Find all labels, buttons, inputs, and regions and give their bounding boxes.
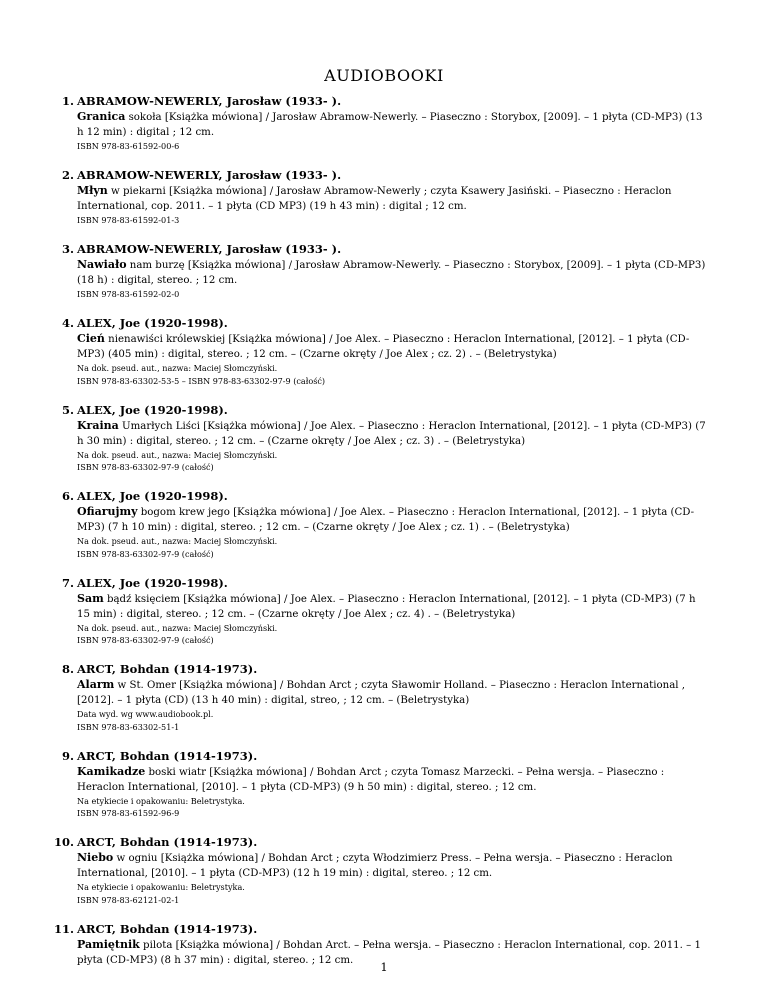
entry-note: ISBN 978-83-63302-97-9 (całość): [77, 635, 214, 645]
entry-number: 3.: [61, 242, 74, 256]
entry-title-rest: nienawiści królewskiej [Książka mówiona] / Joe Alex. – Piaseczno : Heraclon International, [2012]. – 1 płyta (CD-MP3) (405 min) : digital, stereo. ; 12 cm. – (Czarne okręty / Joe Alex ; cz. 2) . – (Beletrystyka): [77, 334, 690, 360]
bibliography-entry: [48, 749, 708, 820]
entry-title-first-word: Niebo: [77, 851, 114, 864]
entry-title-first-word: Kamikadze: [77, 764, 146, 778]
entry-title-rest: pilota [Książka mówiona] / Bohdan Arct. – Pełna wersja. – Piaseczno : Heraclon International, cop. 2011. – 1 płyta (CD-MP3) (8 h 37 min) : digital, stereo. ; 12 cm.: [77, 939, 701, 966]
entry-title-first-word: Młyn: [77, 184, 108, 197]
entry-title-rest: sokoła [Książka mówiona] / Jarosław Abramow-Newerly. – Piaseczno : Storybox, [2009]. – 1 płyta (CD-MP3) (13 h 12 min) : digital ; 12 cm.: [77, 112, 703, 138]
entry-note: ISBN 978-83-61592-01-3: [77, 215, 180, 225]
entry-number: 2.: [61, 168, 74, 182]
entry-description: [77, 257, 708, 288]
entry-author: ABRAMOW-NEWERLY, Jarosław (1933- ).: [77, 242, 342, 256]
entry-title-rest: boski wiatr [Książka mówiona] / Bohdan Arct ; czyta Tomasz Marzecki. – Pełna wersja. – Piaseczno : Heraclon International, [2010]. – 1 płyta (CD-MP3) (9 h 50 min) : digital, stereo. ; 12 cm.: [77, 766, 665, 793]
entry-description: [77, 109, 708, 140]
entry-note: Na dok. pseud. aut., nazwa: Maciej Słomczyński.: [77, 622, 278, 633]
entry-note: ISBN 978-83-61592-00-6: [77, 141, 180, 151]
bibliography-entry: [48, 403, 708, 474]
bibliography-entry: [48, 662, 708, 733]
entry-title-rest: bądź księciem [Książka mówiona] / Joe Alex. – Piaseczno : Heraclon International, [2012]. – 1 płyta (CD-MP3) (7 h 15 min) : digital, stereo. ; 12 cm. – (Czarne okręty / Joe Alex ; cz. 4) . – (Beletrystyka): [77, 593, 696, 620]
entry-title-first-word: Alarm: [77, 678, 115, 691]
entry-note: Na etykiecie i opakowaniu: Beletrystyka.: [77, 882, 245, 892]
entry-note: ISBN 978-83-61592-96-9: [77, 808, 180, 818]
entry-title-first-word: Cień: [77, 332, 105, 345]
entry-description: [77, 764, 708, 795]
entry-title-rest: nam burzę [Książka mówiona] / Jarosław Abramow-Newerly. – Piaseczno : Storybox, [2009]. – 1 płyta (CD-MP3) (18 h) : digital, stereo. ; 12 cm.: [77, 260, 706, 286]
entry-title-rest: Umarłych Liści [Książka mówiona] / Joe Alex. – Piaseczno : Heraclon International, [2012]. – 1 płyta (CD-MP3) (7 h 30 min) : digital, stereo. ; 12 cm. – (Czarne okręty / Joe Alex ; cz. 3) . – (Beletrystyka): [77, 420, 706, 447]
entry-note: ISBN 978-83-63302-53-5 – ISBN 978-83-63302-97-9 (całość): [77, 375, 326, 386]
entry-note: ISBN 978-83-62121-02-1: [77, 894, 180, 905]
entry-note: Data wyd. wg www.audiobook.pl.: [77, 709, 214, 719]
entry-title-first-word: Granica: [77, 110, 126, 123]
entry-title-first-word: Ofiarujmy: [77, 505, 138, 518]
entry-title-first-word: Pamiętnik: [77, 937, 140, 951]
entry-description: [77, 850, 708, 881]
entry-author: ARCT, Bohdan (1914-1973).: [77, 921, 258, 936]
entry-number: 6.: [61, 489, 74, 503]
entry-note: Na dok. pseud. aut., nazwa: Maciej Słomczyński.: [77, 449, 278, 460]
entry-description: [77, 677, 708, 708]
bibliography-entry: [48, 316, 708, 387]
entry-note: ISBN 978-83-63302-97-9 (całość): [77, 548, 214, 559]
entry-note: Na etykiecie i opakowaniu: Beletrystyka.: [77, 795, 245, 806]
entry-title-rest: w St. Omer [Książka mówiona] / Bohdan Arct ; czyta Sławomir Holland. – Piaseczno : Heraclon International , [2012]. – 1 płyta (CD) (13 h 40 min) : digital, streo, ; 12 cm. – (Beletrystyka): [77, 680, 686, 706]
entry-title-first-word: Sam: [77, 591, 104, 605]
entry-description: [77, 591, 708, 622]
bibliography-entry: [48, 242, 708, 301]
entry-number: 9.: [61, 748, 74, 763]
entry-title-first-word: Nawiało: [77, 258, 127, 271]
entry-note: ISBN 978-83-63302-51-1: [77, 721, 180, 732]
entry-title-first-word: Kraina: [77, 418, 119, 432]
entry-description: [77, 504, 708, 535]
entry-list: [48, 94, 708, 983]
entry-number: 4.: [61, 316, 74, 330]
entry-number: 5.: [61, 402, 74, 417]
entry-note: Na dok. pseud. aut., nazwa: Maciej Słomczyński.: [77, 536, 278, 546]
entry-title-rest: w ogniu [Książka mówiona] / Bohdan Arct ; czyta Włodzimierz Press. – Pełna wersja. – Piaseczno : Heraclon International, [2010]. – 1 płyta (CD-MP3) (12 h 19 min) : digital, stereo. ; 12 cm.: [77, 853, 673, 879]
entry-number: 8.: [61, 662, 74, 676]
entry-author: ALEX, Joe (1920-1998).: [77, 402, 228, 417]
entry-number: 1.: [61, 94, 74, 108]
entry-author: ARCT, Bohdan (1914-1973).: [77, 748, 258, 763]
entry-description: [77, 418, 708, 449]
entry-number: 10.: [53, 835, 74, 849]
entry-author: ARCT, Bohdan (1914-1973).: [77, 662, 258, 676]
entry-author: ARCT, Bohdan (1914-1973).: [77, 835, 258, 849]
bibliography-entry: [48, 576, 708, 647]
bibliography-entry: [48, 489, 708, 560]
bibliography-entry: [48, 94, 708, 153]
entry-author: ALEX, Joe (1920-1998).: [77, 575, 228, 590]
bibliography-entry: [48, 835, 708, 906]
entry-number: 7.: [61, 575, 74, 590]
entry-note: Na dok. pseud. aut., nazwa: Maciej Słomczyński.: [77, 363, 278, 373]
bibliography-entry: [48, 168, 708, 227]
entry-description: [77, 331, 708, 362]
entry-number: 11.: [53, 921, 74, 936]
page-title: AUDIOBOOKI: [324, 66, 444, 85]
entry-note: ISBN 978-83-61592-02-0: [77, 289, 180, 299]
entry-author: ABRAMOW-NEWERLY, Jarosław (1933- ).: [77, 168, 342, 182]
entry-author: ALEX, Joe (1920-1998).: [77, 316, 228, 330]
entry-title-rest: w piekarni [Książka mówiona] / Jarosław Abramow-Newerly ; czyta Ksawery Jasiński. – Piaseczno : Heraclon International, cop. 2011. – 1 płyta (CD MP3) (19 h 43 min) : digital ; 12 cm.: [77, 186, 672, 212]
entry-author: ALEX, Joe (1920-1998).: [77, 489, 228, 503]
entry-description: [77, 183, 708, 214]
entry-note: ISBN 978-83-63302-97-9 (całość): [77, 462, 214, 472]
entry-title-rest: bogom krew jego [Książka mówiona] / Joe Alex. – Piaseczno : Heraclon International, [2012]. – 1 płyta (CD-MP3) (7 h 10 min) : digital, stereo. ; 12 cm. – (Czarne okręty / Joe Alex ; cz. 1) . – (Beletrystyka): [77, 507, 695, 533]
entry-author: ABRAMOW-NEWERLY, Jarosław (1933- ).: [77, 94, 342, 108]
page-number: 1: [380, 960, 388, 974]
